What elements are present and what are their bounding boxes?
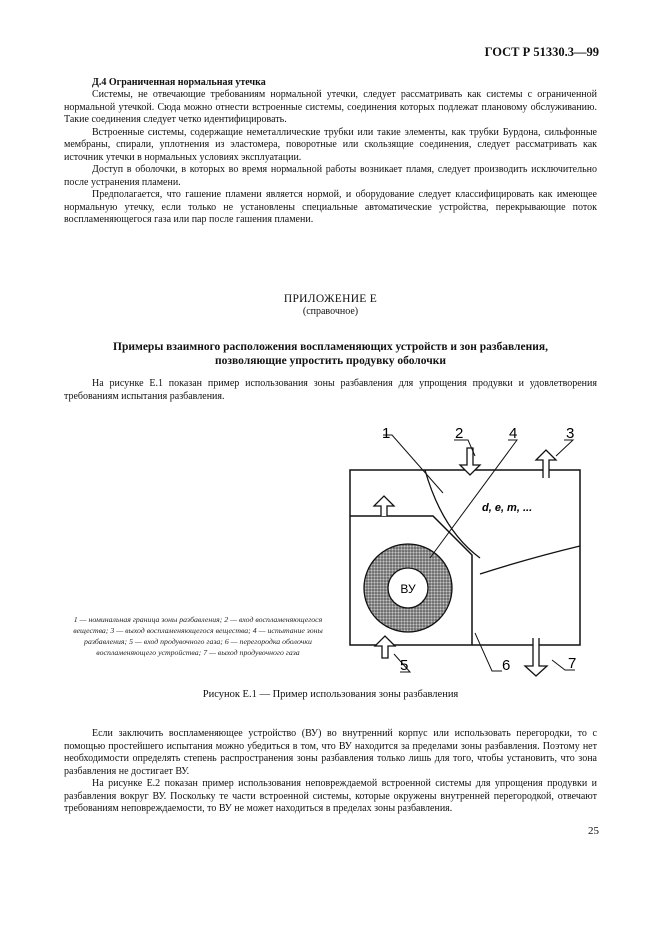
appendix-subtitle: (справочное)	[302, 306, 359, 317]
appendix-heading	[64, 340, 597, 368]
leader-line	[475, 633, 502, 671]
purge-inlet-arrow-icon	[375, 636, 395, 658]
purge-outlet-arrow-icon	[374, 496, 394, 516]
appendix-heading-line: Примеры взаимного расположения воспламеняющих устройств и зон разбавления,	[113, 341, 548, 353]
dilution-zone-boundary	[425, 470, 480, 558]
section-d4-body	[64, 89, 597, 227]
figure-label-6: 6	[502, 657, 511, 674]
figure-label-5: 5	[400, 657, 409, 674]
figure-label-2: 2	[455, 425, 464, 442]
figure-label-7: 7	[568, 655, 577, 672]
dilution-zone-figure	[330, 418, 590, 688]
standard-number: ГОСТ Р 51330.3—99	[484, 45, 599, 59]
figure-legend: 1 — номинальная граница зоны разбавления; 2 — вход воспламеняющегося вещества; 3 — выход воспламеняющегося вещества; 4 — испытание зоны разбавления; 5 — вход продувочного газа; 6 — перегородка оболочки воспламеняющего устройства; 7 — выход продувочного газа	[73, 615, 323, 657]
figure-label-3: 3	[566, 425, 575, 442]
closing-body	[64, 728, 597, 816]
paragraph: На рисунке Е.2 показан пример использования неповреждаемой встроенной системы для упрощения продувки и разбавления вокруг ВУ. Поскольку те части встроенной системы, которые окружены внутренней перегородкой, отвечают требованиям неповреждаемости, то ВУ не может находиться в пределах зоны разбавления.	[64, 778, 597, 814]
paragraph: Если заключить воспламеняющее устройство (ВУ) во внутренний корпус или использовать перегородки, то с помощью простейшего испытания можно убедиться в том, что ВУ находится за пределами зоны разбавления. Поэтому нет необходимости определять степень распространения зоны разбавления только лишь для того, чтобы установить, что зона разбавления не достигает ВУ.	[64, 728, 597, 777]
paragraph: Предполагается, что гашение пламени является нормой, и оборудование следует классифицировать как имеющее нормальную утечку, если только не установлены специальные автоматические устройства, перекрывающие поток воспламеняющегося газа или пар после гашения пламени.	[64, 189, 597, 225]
paragraph: Доступ в оболочки, в которых во время нормальной работы возникает пламя, следует производить исключительно после устранения пламени.	[64, 164, 597, 188]
leader-line	[383, 435, 443, 493]
leader-line	[556, 440, 573, 456]
figure-label-1: 1	[382, 425, 391, 442]
dilution-zone-boundary	[480, 546, 580, 574]
inlet-arrow-icon	[460, 448, 480, 475]
purge-gas-outlet-arrow-icon	[525, 638, 547, 676]
appendix-intro	[64, 378, 597, 403]
paragraph: Встроенные системы, содержащие неметаллические трубки или такие элементы, как трубки Бурдона, сильфонные мембраны, спирали, уплотнения из эластомера, поворотные или скользящие соединения, следует рассматривать как источник утечки в нормальных условиях эксплуатации.	[64, 126, 597, 163]
figure-label-4: 4	[509, 425, 518, 442]
figure-caption: Рисунок Е.1 — Пример использования зоны разбавления	[202, 689, 459, 700]
outlet-arrow-icon	[536, 450, 556, 478]
paragraph: Системы, не отвечающие требованиям нормальной утечки, следует рассматривать как системы с ограниченной нормальной утечкой. Сюда можно отнести встроенные системы, соединения которых подлежат плановому обслуживанию. Такие соединения следует четко идентифицировать.	[64, 89, 597, 125]
device-label: ВУ	[400, 582, 416, 596]
page-number: 25	[588, 825, 599, 837]
appendix-heading-line: позволяющие упростить продувку оболочки	[215, 355, 446, 367]
appendix-title: ПРИЛОЖЕНИЕ Е	[283, 293, 378, 305]
zone-protection-types: d, e, m, ...	[482, 502, 533, 514]
paragraph: На рисунке Е.1 показан пример использования зоны разбавления для упрощения продувки и удовлетворения требованиям испытания разбавления.	[64, 378, 597, 402]
section-title-d4: Д.4 Ограниченная нормальная утечка	[92, 77, 266, 88]
